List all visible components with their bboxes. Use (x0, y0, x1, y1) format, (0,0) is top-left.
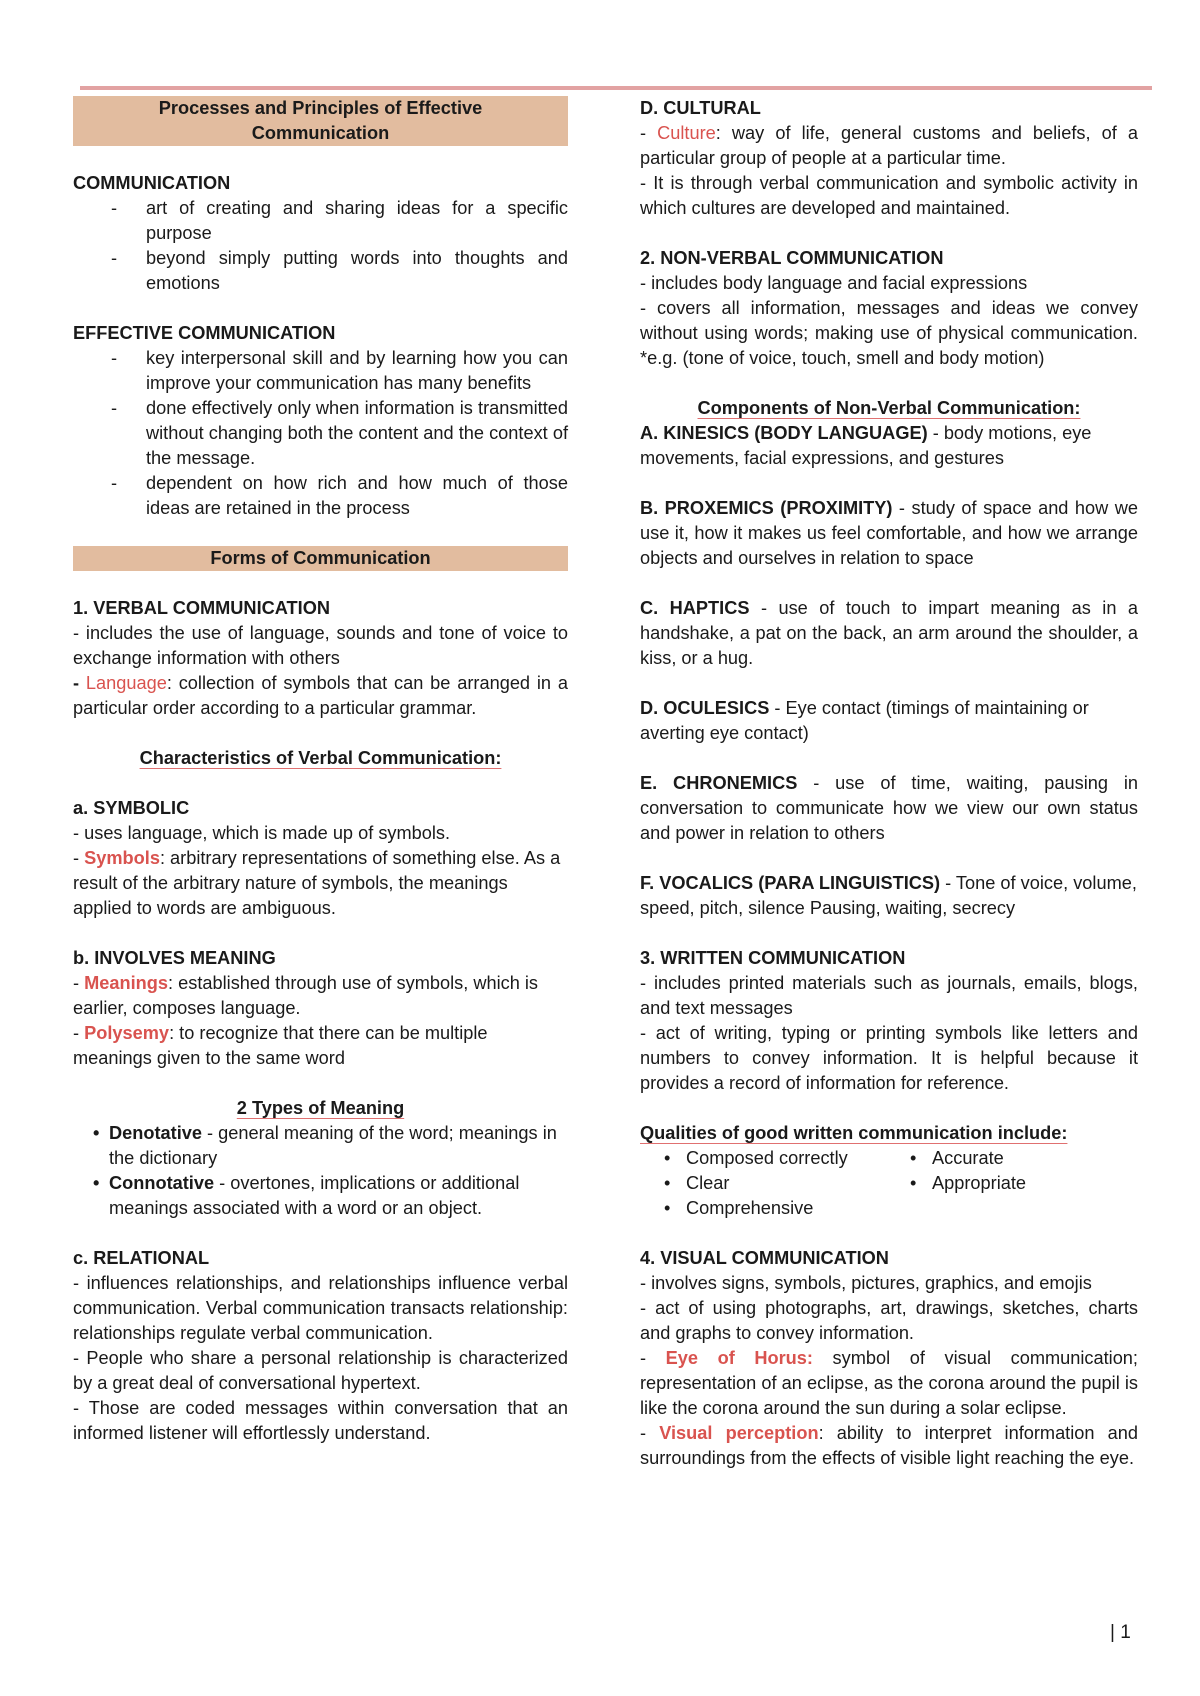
language-term: Language (85, 673, 167, 693)
page-title (73, 96, 568, 146)
components-title-text: Components of Non-Verbal Communication: (697, 398, 1081, 418)
oculesics-def: - Eye contact (timings of maintaining or averting eye contact) (640, 698, 1089, 743)
dash: - (640, 1423, 660, 1443)
symbols-def: : arbitrary representations of something else. As a result of the arbitrary nature of symbols, the meanings applied to words are ambiguous. (73, 848, 561, 918)
symbolic-heading: a. SYMBOLIC (73, 798, 190, 818)
haptics-item (640, 596, 1138, 671)
dash: - (73, 673, 86, 693)
horus-term: Eye of Horus: (665, 1348, 813, 1368)
dash: - (73, 973, 85, 993)
visual-text-1: - involves signs, symbols, pictures, graphics, and emojis (640, 1273, 1092, 1293)
chronemics-def: - use of time, waiting, pausing in conversation to communicate how we view our own status and power in relation to others (640, 773, 1138, 843)
language-def: : collection of symbols that can be arranged in a particular order according to a particular grammar. (73, 673, 568, 718)
polysemy-definition (73, 1021, 568, 1071)
perception-definition (640, 1421, 1138, 1471)
list-item: • Appropriate (932, 1171, 1026, 1196)
top-rule (80, 86, 1152, 90)
effective-heading: EFFECTIVE COMMUNICATION (73, 323, 336, 343)
list-item: - art of creating and sharing ideas for a specific purpose (73, 196, 568, 246)
types-title-text: 2 Types of Meaning (236, 1098, 405, 1118)
proxemics-def: - study of space and how we use it, how it makes us feel comfortable, and how we arrange objects and ourselves in relation to space (640, 498, 1139, 568)
list-item: • Accurate (932, 1146, 1026, 1171)
meanings-term: Meanings (84, 973, 169, 993)
dash: - (73, 1023, 85, 1043)
haptics-def: - use of touch to impart meaning as in a handshake, a pat on the back, an arm around the shoulder, a kiss, or a hug. (640, 598, 1139, 668)
dash: - (73, 848, 85, 868)
types-list (73, 1121, 568, 1221)
written-heading: 3. WRITTEN COMMUNICATION (640, 948, 906, 968)
relational-heading: c. RELATIONAL (73, 1248, 210, 1268)
relational-text-2: - People who share a personal relationship is characterized by a great deal of conversational hypertext. (73, 1348, 568, 1393)
vocalics-item (640, 871, 1138, 921)
qualities-title (640, 1121, 1138, 1146)
kinesics-term: A. KINESICS (BODY LANGUAGE) (640, 423, 928, 443)
list-item: - dependent on how rich and how much of those ideas are retained in the process (73, 471, 568, 521)
polysemy-term: Polysemy (84, 1023, 170, 1043)
kinesics-def: - body motions, eye movements, facial expressions, and gestures (640, 423, 1092, 468)
list-item (109, 1171, 568, 1221)
list-item: - key interpersonal skill and by learning how you can improve your communication has many benefits (73, 346, 568, 396)
culture-def: : way of life, general customs and beliefs, of a particular group of people at a particular time. (640, 123, 1138, 168)
cultural-heading: D. CULTURAL (640, 98, 761, 118)
qualities-column-2 (886, 1146, 1026, 1221)
qualities-title-text: Qualities of good written communication include: (640, 1123, 1068, 1143)
cultural-text: - It is through verbal communication and symbolic activity in which cultures are developed and maintained. (640, 173, 1138, 218)
connotative-def: - overtones, implications or additional meanings associated with a word or an object. (109, 1173, 520, 1218)
title-line-2: Communication (251, 123, 390, 143)
oculesics-term: D. OCULESICS (640, 698, 770, 718)
denotative-term: Denotative (109, 1123, 202, 1143)
proxemics-term: B. PROXEMICS (PROXIMITY) (640, 498, 893, 518)
meanings-def: : established through use of symbols, which is earlier, composes language. (73, 973, 539, 1018)
communication-heading: COMMUNICATION (73, 173, 231, 193)
list-item (109, 1121, 568, 1171)
symbolic-text: - uses language, which is made up of symbols. (73, 823, 451, 843)
dash: - (640, 123, 658, 143)
verbal-text: - includes the use of language, sounds and tone of voice to exchange information with others (73, 623, 568, 668)
meaning-heading: b. INVOLVES MEANING (73, 948, 276, 968)
meanings-definition (73, 971, 568, 1021)
page-number: | 1 (1110, 1622, 1131, 1643)
haptics-term: C. HAPTICS (640, 598, 750, 618)
qualities-column-1 (640, 1146, 886, 1221)
symbols-term: Symbols (84, 848, 160, 868)
language-definition (73, 671, 568, 721)
right-column (640, 96, 1138, 1471)
verbal-heading: 1. VERBAL COMMUNICATION (73, 598, 330, 618)
nonverbal-text-1: - includes body language and facial expressions (640, 273, 1028, 293)
symbols-definition (73, 846, 568, 921)
characteristics-title-text: Characteristics of Verbal Communication: (139, 748, 502, 768)
nonverbal-text-2: - covers all information, messages and ideas we convey without using words; making use of physical communication. *e.g. (tone of voice, touch, smell and body motion) (640, 298, 1138, 368)
left-column (73, 96, 568, 1446)
horus-def: symbol of visual communication; representation of an eclipse, as the corona around the pupil is like the corona around the sun during a solar eclipse. (640, 1348, 1138, 1418)
dash: - (640, 1348, 666, 1368)
culture-definition (640, 121, 1138, 171)
oculesics-item (640, 696, 1138, 746)
kinesics-item (640, 421, 1138, 471)
visual-text-2: - act of using photographs, art, drawings, sketches, charts and graphs to convey information. (640, 1298, 1138, 1343)
perception-term: Visual perception (659, 1423, 819, 1443)
denotative-def: - general meaning of the word; meanings in the dictionary (109, 1123, 557, 1168)
forms-section-title: Forms of Communication (73, 546, 568, 571)
written-text-1: - includes printed materials such as journals, emails, blogs, and text messages (640, 973, 1138, 1018)
list-item: - beyond simply putting words into thoughts and emotions (73, 246, 568, 296)
list-item: • Composed correctly (686, 1146, 886, 1171)
proxemics-item (640, 496, 1138, 571)
visual-heading: 4. VISUAL COMMUNICATION (640, 1248, 889, 1268)
horus-definition (640, 1346, 1138, 1421)
perception-def: : ability to interpret information and surroundings from the effects of visible light reaching the eye. (640, 1423, 1138, 1468)
characteristics-title (73, 746, 568, 771)
polysemy-def: : to recognize that there can be multiple meanings given to the same word (73, 1023, 488, 1068)
nonverbal-heading: 2. NON-VERBAL COMMUNICATION (640, 248, 944, 268)
relational-text-1: - influences relationships, and relationships influence verbal communication. Verbal communication transacts relationship: relationships regulate verbal communication. (73, 1273, 568, 1343)
types-title (73, 1096, 568, 1121)
list-item: - done effectively only when information is transmitted without changing both the content and the context of the message. (73, 396, 568, 471)
vocalics-term: F. VOCALICS (PARA LINGUISTICS) (640, 873, 941, 893)
chronemics-term: E. CHRONEMICS (640, 773, 798, 793)
communication-list (73, 196, 568, 296)
vocalics-def: - Tone of voice, volume, speed, pitch, silence Pausing, waiting, secrecy (640, 873, 1137, 918)
title-line-1: Processes and Principles of Effective (158, 98, 483, 118)
list-item: • Clear (686, 1171, 886, 1196)
culture-term: Culture (657, 123, 716, 143)
components-title (640, 396, 1138, 421)
effective-list (73, 346, 568, 521)
list-item: • Comprehensive (686, 1196, 886, 1221)
chronemics-item (640, 771, 1138, 846)
relational-text-3: - Those are coded messages within conversation that an informed listener will effortlessly understand. (73, 1398, 568, 1443)
connotative-term: Connotative (109, 1173, 215, 1193)
qualities-list (640, 1146, 1138, 1221)
written-text-2: - act of writing, typing or printing symbols like letters and numbers to convey information. It is helpful because it provides a record of information for reference. (640, 1023, 1138, 1093)
